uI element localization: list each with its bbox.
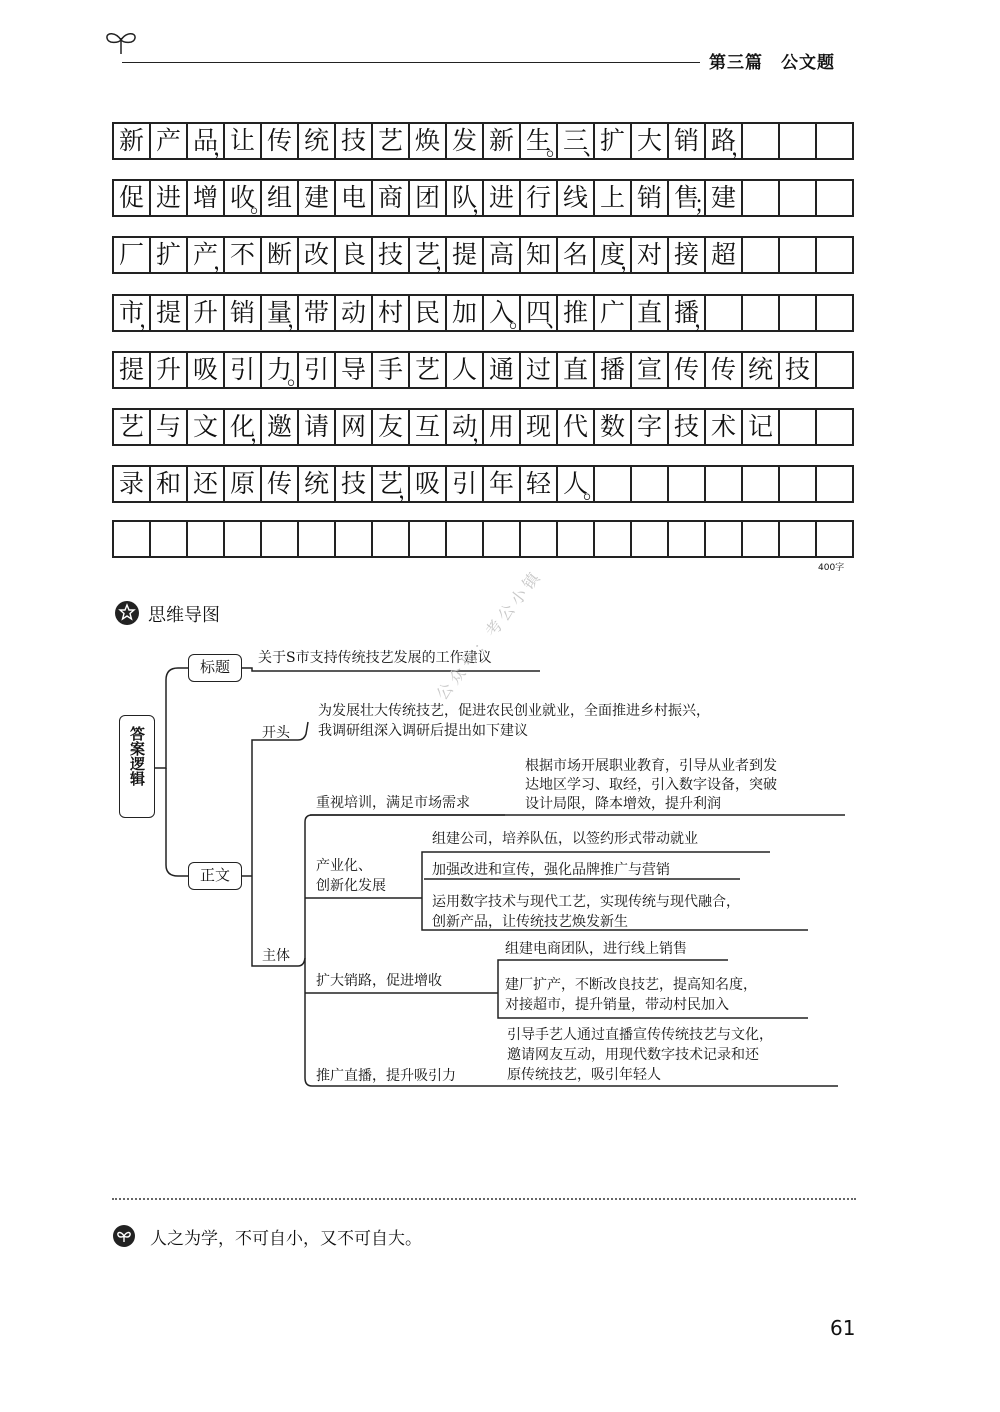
sprout-badge-icon (112, 1224, 136, 1248)
node-body: 正文 (188, 862, 242, 890)
grid-cell: 度 ， (593, 236, 630, 274)
grid-cell: 团 (408, 179, 445, 217)
grid-cell: 带 (297, 294, 334, 332)
grid-cell: 路 ， (704, 122, 741, 160)
grid-cell: 统 (741, 351, 778, 389)
main-label: 主体 (262, 948, 290, 964)
grid-cell: 知 (519, 236, 556, 274)
grid-cell: 人 。 (556, 465, 593, 503)
grid-cell: 化 ， (223, 408, 260, 446)
grid-cell: 入 。 (482, 294, 519, 332)
grid-cell: 传 (667, 351, 704, 389)
grid-cell: 过 (519, 351, 556, 389)
grid-cell: 焕 (408, 122, 445, 160)
grid-cell: 四 、 (519, 294, 556, 332)
grid-cell: 生 。 (519, 122, 556, 160)
grid-cell: 销 (223, 294, 260, 332)
branch-2-item-b: 加强改进和宣传，强化品牌推广与营销 (432, 862, 670, 878)
grid-cell: 新 (112, 122, 149, 160)
footer-quote: 人之为学，不可自小，又不可自大。 (150, 1229, 422, 1249)
grid-cell: 产 ， (186, 236, 223, 274)
grid-cell: 新 (482, 122, 519, 160)
grid-cell: 传 (704, 351, 741, 389)
grid-cell: 艺 (112, 408, 149, 446)
branch-4-text-1: 引导手艺人通过直播宣传传统技艺与文化， (507, 1027, 773, 1043)
grid-cell: 手 (371, 351, 408, 389)
grid-cell: 组 (260, 179, 297, 217)
branch-4-label: 推广直播，提升吸引力 (316, 1068, 456, 1084)
grid-cell: 艺 ， (408, 236, 445, 274)
opening-text-2: 我调研组深入调研后提出如下建议 (318, 723, 528, 739)
opening-label: 开头 (262, 725, 290, 741)
grid-cell: 进 (149, 179, 186, 217)
grid-cell: 产 (149, 122, 186, 160)
grid-cell: 高 (482, 236, 519, 274)
section-title: 思维导图 (148, 605, 220, 626)
page-number: 61 (830, 1316, 856, 1340)
grid-cell: 人 (445, 351, 482, 389)
grid-cell: 力 。 (260, 351, 297, 389)
branch-3-item-b-2: 对接超市，提升销量，带动村民加入 (505, 997, 729, 1013)
grid-cell: 传 (260, 465, 297, 503)
branch-1-label: 重视培训，满足市场需求 (316, 795, 470, 811)
grid-cell: 断 (260, 236, 297, 274)
grid-cell: 行 (519, 179, 556, 217)
grid-cell: 建 (297, 179, 334, 217)
branch-1-text-2: 达地区学习、取经，引入数字设备，突破 (525, 777, 777, 793)
grid-cell: 传 (260, 122, 297, 160)
branch-3-item-b-1: 建厂扩产，不断改良技艺，提高知名度， (505, 977, 757, 993)
grid-cell: 字 (630, 408, 667, 446)
grid-cell: 市 ， (112, 294, 149, 332)
grid-cell: 改 (297, 236, 334, 274)
grid-cell: 统 (297, 465, 334, 503)
grid-cell: 引 (445, 465, 482, 503)
grid-cell: 扩 (149, 236, 186, 274)
grid-cell: 进 (482, 179, 519, 217)
grid-cell: 引 (223, 351, 260, 389)
grid-cell: 电 (334, 179, 371, 217)
grid-cell: 艺 (408, 351, 445, 389)
grid-cell: 大 (630, 122, 667, 160)
grid-cell: 提 (445, 236, 482, 274)
grid-cell: 播 ， (667, 294, 704, 332)
grid-cell: 和 (149, 465, 186, 503)
opening-text-1: 为发展壮大传统技艺，促进农民创业就业，全面推进乡村振兴， (318, 703, 710, 719)
grid-cell: 提 (149, 294, 186, 332)
grid-cell: 动 (334, 294, 371, 332)
grid-cell: 提 (112, 351, 149, 389)
grid-cell: 广 (593, 294, 630, 332)
grid-cell: 技 (334, 122, 371, 160)
grid-cell: 上 (593, 179, 630, 217)
grid-cell: 吸 (408, 465, 445, 503)
grid-cell: 三 、 (556, 122, 593, 160)
grid-cell: 品 ， (186, 122, 223, 160)
grid-cell: 销 (630, 179, 667, 217)
grid-cell: 友 (371, 408, 408, 446)
branch-2-item-a: 组建公司，培养队伍，以签约形式带动就业 (432, 831, 698, 847)
grid-cell: 轻 (519, 465, 556, 503)
grid-cell: 超 (704, 236, 741, 274)
grid-cell: 发 (445, 122, 482, 160)
footer-divider (112, 1198, 856, 1200)
branch-4-text-3: 原传统技艺，吸引年轻人 (507, 1067, 661, 1083)
grid-cell: 对 (630, 236, 667, 274)
grid-cell: 记 (741, 408, 778, 446)
grid-cell: 技 (778, 351, 815, 389)
grid-cell: 促 (112, 179, 149, 217)
grid-cell: 播 (593, 351, 630, 389)
grid-cell: 技 (667, 408, 704, 446)
grid-cell: 统 (297, 122, 334, 160)
grid-cell: 接 (667, 236, 704, 274)
grid-cell: 售 ； (667, 179, 704, 217)
grid-cell: 年 (482, 465, 519, 503)
grid-cell: 技 (334, 465, 371, 503)
grid-cell: 术 (704, 408, 741, 446)
grid-cell: 原 (223, 465, 260, 503)
grid-cell: 名 (556, 236, 593, 274)
grid-cell: 文 (186, 408, 223, 446)
grid-cell: 现 (519, 408, 556, 446)
node-title: 标题 (188, 654, 242, 682)
grid-cell: 网 (334, 408, 371, 446)
branch-3-item-a: 组建电商团队，进行线上销售 (505, 941, 687, 957)
branch-2-item-c-2: 创新产品，让传统技艺焕发新生 (432, 914, 628, 930)
grid-cell: 扩 (593, 122, 630, 160)
grid-cell: 导 (334, 351, 371, 389)
grid-cell: 不 (223, 236, 260, 274)
grid-cell: 增 (186, 179, 223, 217)
grid-cell: 线 (556, 179, 593, 217)
grid-cell: 用 (482, 408, 519, 446)
branch-1-text-1: 根据市场开展职业教育，引导从业者到发 (525, 758, 777, 774)
grid-cell: 互 (408, 408, 445, 446)
grid-cell: 推 (556, 294, 593, 332)
chapter-title: 第三篇 公文题 (709, 53, 835, 73)
branch-2-label-1: 产业化、 (316, 858, 372, 874)
grid-cell: 升 (186, 294, 223, 332)
grid-cell: 让 (223, 122, 260, 160)
grid-cell: 商 (371, 179, 408, 217)
word-count-label: 400字 (818, 563, 845, 573)
grid-cell: 艺 (371, 122, 408, 160)
grid-cell: 宣 (630, 351, 667, 389)
grid-cell: 录 (112, 465, 149, 503)
branch-2-item-c-1: 运用数字技术与现代工艺，实现传统与现代融合， (432, 894, 740, 910)
grid-cell: 代 (556, 408, 593, 446)
grid-cell: 量 ， (260, 294, 297, 332)
grid-cell: 与 (149, 408, 186, 446)
grid-cell: 收 。 (223, 179, 260, 217)
watermark: 公众号：考公小镇 (432, 565, 546, 704)
grid-cell: 直 (630, 294, 667, 332)
branch-3-label: 扩大销路，促进增收 (316, 973, 442, 989)
grid-cell: 升 (149, 351, 186, 389)
grid-cell: 销 (667, 122, 704, 160)
grid-cell: 引 (297, 351, 334, 389)
branch-4-text-2: 邀请网友互动，用现代数字技术记录和还 (507, 1047, 759, 1063)
grid-cell: 加 (445, 294, 482, 332)
grid-cell: 邀 (260, 408, 297, 446)
grid-cell: 通 (482, 351, 519, 389)
grid-cell: 动 ， (445, 408, 482, 446)
grid-cell: 建 (704, 179, 741, 217)
grid-cell: 直 (556, 351, 593, 389)
grid-cell: 吸 (186, 351, 223, 389)
grid-cell: 厂 (112, 236, 149, 274)
grid-cell: 数 (593, 408, 630, 446)
grid-cell: 良 (334, 236, 371, 274)
branch-1-text-3: 设计局限，降本增效，提升利润 (525, 796, 721, 812)
grid-cell: 民 (408, 294, 445, 332)
grid-cell: 队 ， (445, 179, 482, 217)
grid-cell: 请 (297, 408, 334, 446)
grid-cell: 村 (371, 294, 408, 332)
grid-cell: 艺 ， (371, 465, 408, 503)
grid-cell: 技 (371, 236, 408, 274)
branch-2-label-2: 创新化发展 (316, 878, 386, 894)
grid-cell: 还 (186, 465, 223, 503)
mindmap-root: 答案逻辑 (119, 715, 155, 818)
title-text: 关于S市支持传统技艺发展的工作建议 (258, 650, 492, 666)
